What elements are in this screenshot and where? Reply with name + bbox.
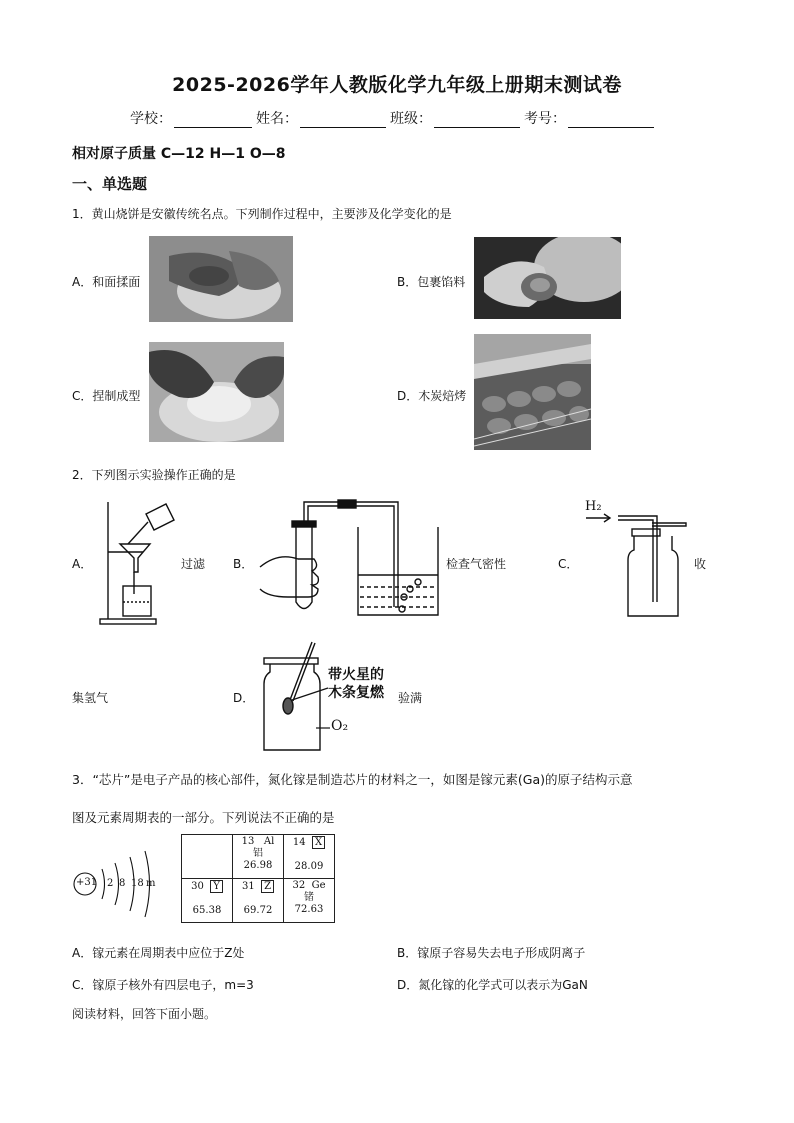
- q1-option-b-label: B．包裹馅料: [397, 275, 466, 289]
- q2-option-c-label-start: 集氢气: [72, 691, 109, 705]
- cell-z: [233, 879, 284, 923]
- wrapping-filling-photo: [474, 237, 621, 319]
- callout-pointer: [290, 680, 330, 704]
- q2-option-a-letter: A．: [72, 557, 93, 571]
- o2-pointer: [316, 718, 332, 730]
- y-number: 30: [191, 881, 204, 892]
- section-heading: 一、单选题: [72, 175, 148, 193]
- z-number: 31: [241, 881, 255, 892]
- q2-option-b-label: 检查气密性: [446, 557, 507, 571]
- q2-option-c-label-end: 收: [694, 557, 707, 571]
- number-label: 考号：: [524, 111, 566, 127]
- name-label: 姓名：: [256, 111, 298, 127]
- shell-1: 2: [107, 878, 114, 889]
- q2-option-d-letter: D．: [233, 691, 255, 705]
- z-mass: 69.72: [243, 905, 273, 916]
- q3-option-c: C．镓原子核外有四层电子，m=3: [72, 978, 254, 992]
- al-symbol: Al: [263, 836, 275, 847]
- x-mass: 28.09: [294, 861, 324, 872]
- d-callout-line1: 带火星的: [328, 667, 384, 683]
- name-blank[interactable]: [300, 111, 386, 128]
- q3-option-b: B．镓原子容易失去电子形成阴离子: [397, 946, 586, 960]
- charcoal-baking-photo: [474, 334, 591, 450]
- q2-option-a-label: 过滤: [181, 557, 206, 571]
- x-number: 14: [292, 837, 306, 848]
- q1-option-a-label: A．和面揉面: [72, 275, 141, 289]
- cell-ge: [284, 879, 335, 923]
- y-symbol: Y: [210, 880, 223, 893]
- q1-option-c-label: C．捏制成型: [72, 389, 141, 403]
- class-blank[interactable]: [434, 111, 520, 128]
- hydrogen-collection-bottle-diagram: [582, 512, 692, 622]
- airtightness-check-diagram: [258, 497, 446, 623]
- q2-option-b-letter: B．: [233, 557, 254, 571]
- al-mass: 26.98: [243, 860, 273, 871]
- school-blank[interactable]: [174, 111, 252, 128]
- q1-option-d-label: D．木炭焙烤: [397, 389, 467, 403]
- o2-label: O₂: [331, 718, 349, 734]
- atomic-mass-note: 相对原子质量 C—12 H—1 O—8: [72, 146, 286, 162]
- question-2-stem: 2．下列图示实验操作正确的是: [72, 468, 236, 482]
- ge-name: 锗: [304, 892, 314, 903]
- cell-y: [182, 879, 233, 923]
- ge-number: 32: [292, 880, 306, 891]
- q3-option-a: A．镓元素在周期表中应位于Z处: [72, 946, 245, 960]
- number-blank[interactable]: [568, 111, 654, 128]
- nucleus-charge: +31: [76, 877, 98, 888]
- al-name: 铝: [253, 848, 263, 859]
- q3-option-d: D．氮化镓的化学式可以表示为GaN: [397, 978, 588, 992]
- q2-option-d-label: 验满: [398, 691, 423, 705]
- shell-4: m: [146, 878, 156, 889]
- d-callout-line2: 木条复燃: [328, 685, 384, 701]
- z-symbol: Z: [261, 880, 274, 893]
- school-label: 学校：: [130, 111, 172, 127]
- al-number: 13: [241, 836, 255, 847]
- question-3-stem-line1: 3．“芯片”是电子产品的核心部件，氮化镓是制造芯片的材料之一，如图是镓元素(Ga)的原子结构示意: [72, 772, 633, 787]
- question-3-stem-line2: 图及元素周期表的一部分。下列说法不正确的是: [72, 810, 335, 825]
- shaping-photo: [149, 342, 284, 442]
- class-label: 班级：: [390, 111, 432, 127]
- reading-material-note: 阅读材料，回答下面小题。: [72, 1007, 217, 1021]
- q2-option-c-letter: C．: [558, 557, 579, 571]
- h2-label: H₂: [585, 499, 602, 514]
- shell-3: 18: [131, 878, 144, 889]
- shell-2: 8: [119, 878, 126, 889]
- student-info-row: [130, 108, 658, 128]
- cell-al: [233, 835, 284, 879]
- ge-mass: 72.63: [294, 904, 324, 915]
- cell-x: [284, 835, 335, 879]
- empty-cell: [182, 835, 233, 879]
- periodic-table-excerpt: [181, 834, 335, 923]
- ge-symbol: Ge: [311, 880, 326, 891]
- filtration-apparatus-diagram: [98, 494, 178, 626]
- x-symbol: X: [312, 836, 325, 849]
- y-mass: 65.38: [192, 905, 222, 916]
- exam-title: 2025-2026学年人教版化学九年级上册期末测试卷: [172, 74, 622, 96]
- kneading-dough-photo: [149, 236, 293, 322]
- question-1-stem: 1．黄山烧饼是安徽传统名点。下列制作过程中，主要涉及化学变化的是: [72, 207, 452, 221]
